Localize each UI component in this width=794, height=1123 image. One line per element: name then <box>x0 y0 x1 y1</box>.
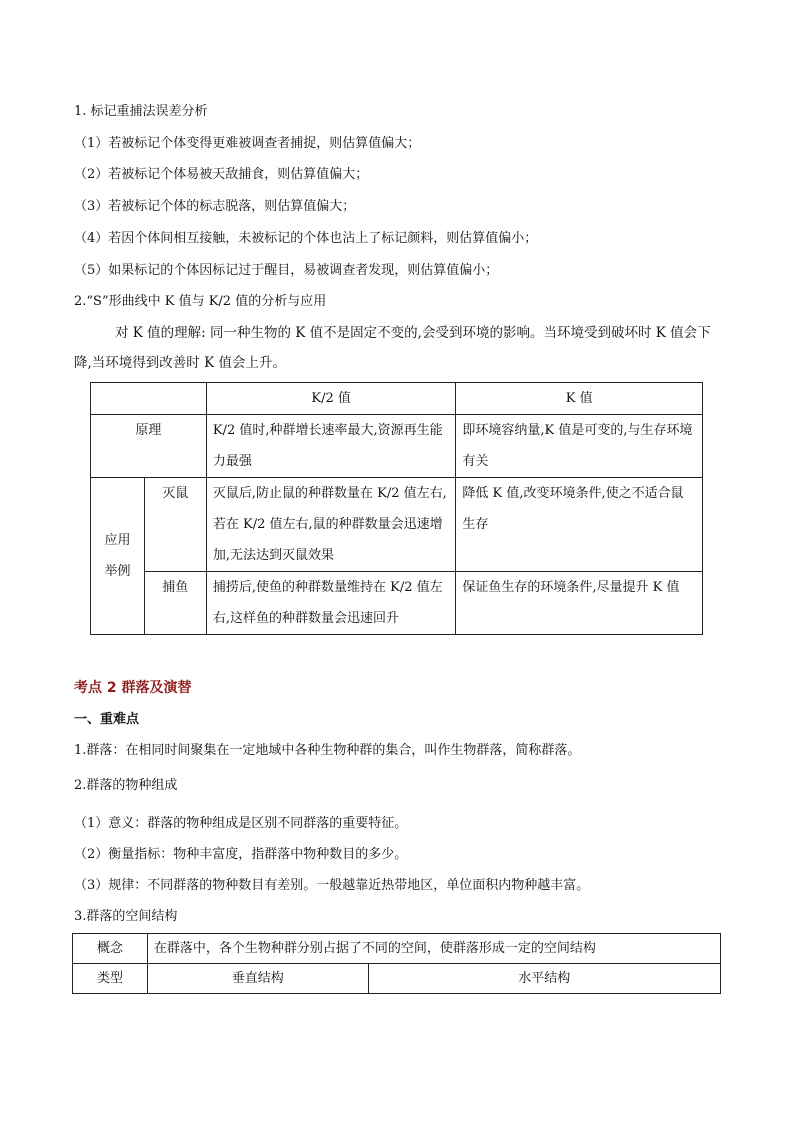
concept-text: 在群落中，各个生物种群分别占据了不同的空间，使群落形成一定的空间结构 <box>147 934 720 964</box>
error-item: （2）若被标记个体易被天敌捕食，则估算值偏大； <box>74 167 369 182</box>
composition-item: （2）衡量指标：物种丰富度，指群落中物种数目的多少。 <box>74 847 408 862</box>
sub-label-rodent: 灭鼠 <box>144 478 206 572</box>
cell-fishing-k2: 捕捞后,使鱼的种群数量维持在 K/2 值左右,这样鱼的种群数量会迅速回升 <box>206 572 456 635</box>
composition-title: 2.群落的物种组成 <box>74 778 178 793</box>
topic-heading: 考点 2 群落及演替 <box>74 680 192 696</box>
spatial-structure-table <box>72 933 721 994</box>
composition-item: （3）规律：不同群落的物种数目有差别。一般越靠近热带地区，单位面积内物种越丰富。 <box>74 878 590 893</box>
error-item: （4）若因个体间相互接触，未被标记的个体也沾上了标记颜料，则估算值偏小； <box>74 231 538 246</box>
horizontal-structure: 水平结构 <box>368 964 720 994</box>
application-label-line1: 应用 <box>104 533 131 548</box>
cell-rodent-k: 降低 K 值,改变环境条件,使之不适合鼠生存 <box>456 478 703 572</box>
k-value-paragraph: 对 K 值的理解: 同一种生物的 K 值不是固定不变的,会受到环境的影响。当环境受到破坏时 K 值会下降,当环境得到改善时 K 值会上升。 <box>74 325 711 371</box>
community-definition: 1.群落：在相同时间聚集在一定地域中各种生物种群的集合，叫作生物群落，简称群落。 <box>74 743 581 758</box>
table-corner-cell <box>91 383 207 415</box>
sub-heading: 一、重难点 <box>74 712 140 727</box>
section-title-s-curve: 2.“S”形曲线中 K 值与 K/2 值的分析与应用 <box>74 294 327 309</box>
section-title-mark-recapture: 1. 标记重捕法误差分析 <box>74 104 208 119</box>
type-label: 类型 <box>73 964 148 994</box>
header-k: K 值 <box>456 383 703 415</box>
row-label-principle: 原理 <box>91 415 207 478</box>
error-item: （5）如果标记的个体因标记过于醒目，易被调查者发现，则估算值偏小； <box>74 263 499 278</box>
vertical-structure: 垂直结构 <box>147 964 368 994</box>
sub-label-fishing: 捕鱼 <box>144 572 206 635</box>
concept-label: 概念 <box>73 934 148 964</box>
row-label-application <box>91 478 145 635</box>
k-value-table <box>90 382 703 635</box>
application-label-line2: 举例 <box>104 564 131 579</box>
error-item: （3）若被标记个体的标志脱落，则估算值偏大； <box>74 199 356 214</box>
spatial-structure-title: 3.群落的空间结构 <box>74 909 178 924</box>
cell-fishing-k: 保证鱼生存的环境条件,尽量提升 K 值 <box>456 572 703 635</box>
cell-principle-k: 即环境容纳量,K 值是可变的,与生存环境有关 <box>456 415 703 478</box>
header-k2: K/2 值 <box>206 383 456 415</box>
composition-item: （1）意义：群落的物种组成是区别不同群落的重要特征。 <box>74 816 408 831</box>
error-item: （1）若被标记个体变得更难被调查者捕捉，则估算值偏大； <box>74 136 421 151</box>
cell-principle-k2: K/2 值时,种群增长速率最大,资源再生能力最强 <box>206 415 456 478</box>
cell-rodent-k2: 灭鼠后,防止鼠的种群数量在 K/2 值左右,若在 K/2 值左右,鼠的种群数量会迅速增加,无法达到灭鼠效果 <box>206 478 456 572</box>
